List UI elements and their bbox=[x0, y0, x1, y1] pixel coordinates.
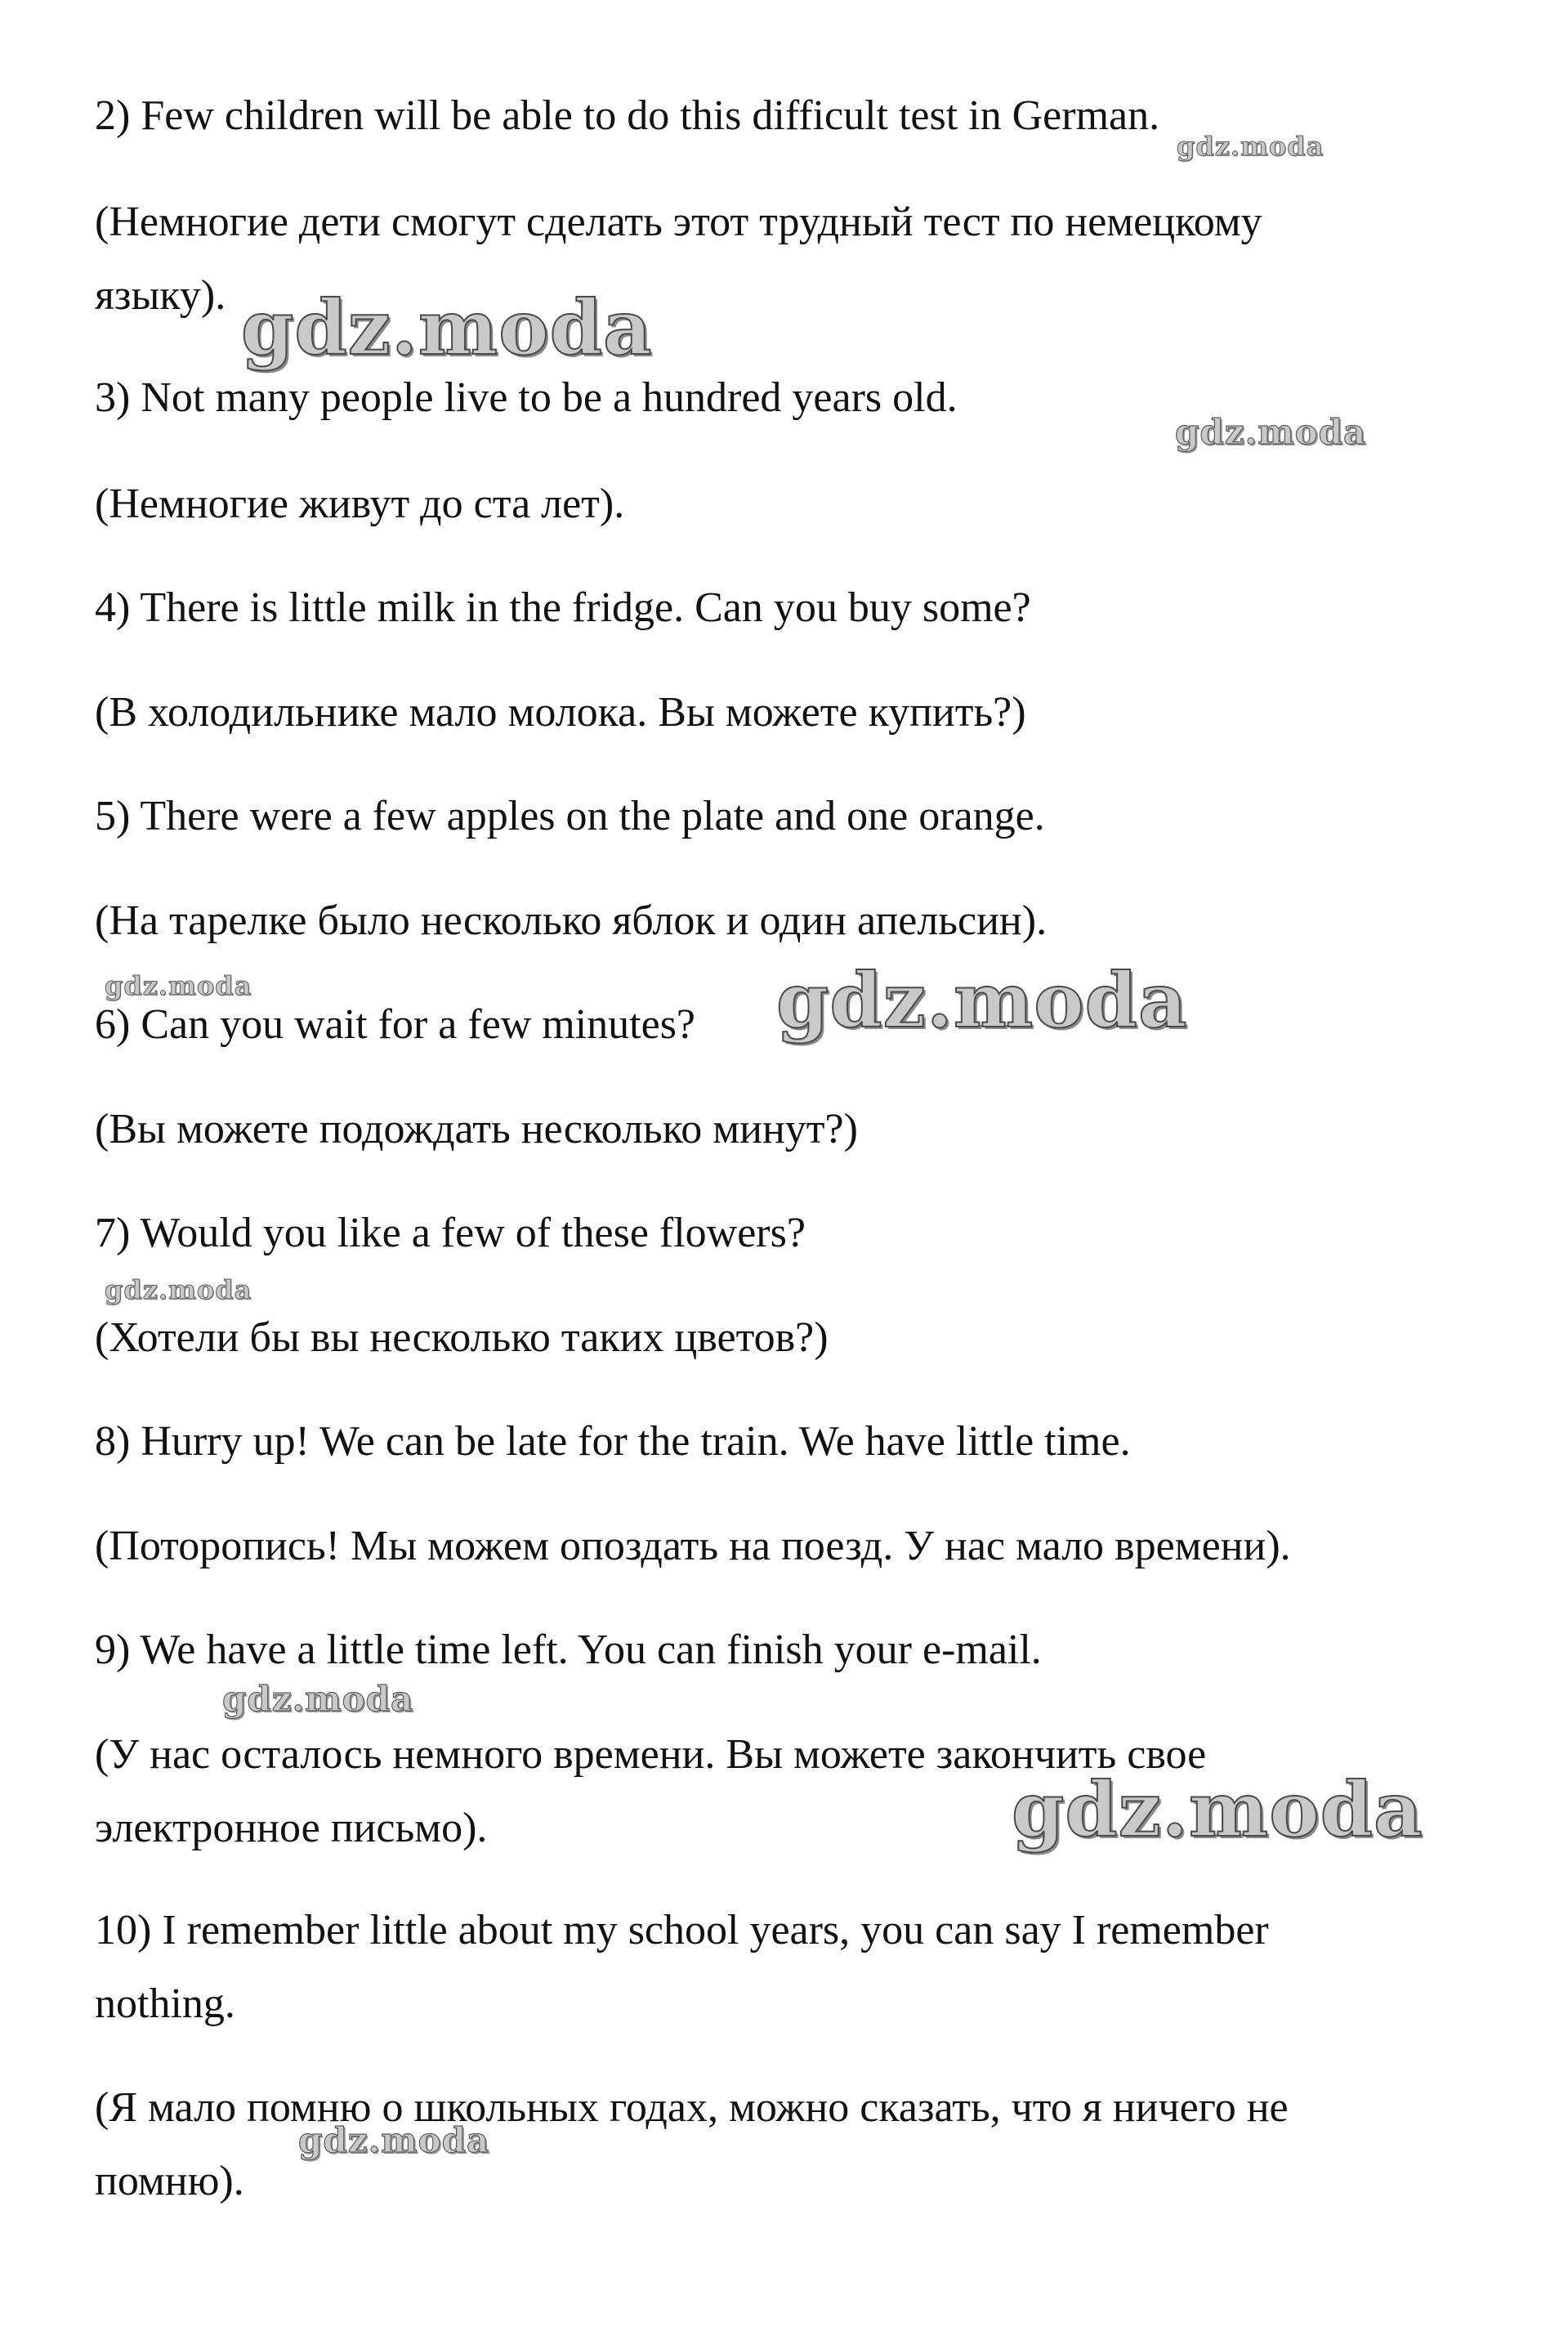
watermark-logo: gdz.moda bbox=[1177, 131, 1325, 162]
sentence-6-russian: (Вы можете подождать несколько минут?) bbox=[95, 1106, 858, 1152]
watermark-logo: gdz.moda bbox=[105, 1274, 252, 1305]
sentence-6-english: 6) Can you wait for a few minutes? bbox=[95, 1001, 696, 1048]
watermark-logo: gdz.moda bbox=[222, 1679, 414, 1719]
sentence-8-english: 8) Hurry up! We can be late for the train. We have little time. bbox=[95, 1418, 1131, 1465]
sentence-2-english: 2) Few children will be able to do this difficult test in German. bbox=[95, 92, 1160, 139]
watermark-logo: gdz.moda bbox=[241, 284, 653, 372]
sentence-10-english-line-1: 10) I remember little about my school years, you can say I remember bbox=[95, 1907, 1269, 1953]
sentence-9-russian-line-2: электронное письмо). bbox=[95, 1805, 488, 1851]
sentence-8-russian: (Поторопись! Мы можем опоздать на поезд. У нас мало времени). bbox=[95, 1523, 1291, 1569]
sentence-7-english: 7) Would you like a few of these flowers? bbox=[95, 1210, 806, 1256]
sentence-3-russian: (Немногие живут до ста лет). bbox=[95, 481, 625, 527]
watermark-logo: gdz.moda bbox=[776, 956, 1188, 1045]
sentence-4-russian: (В холодильнике мало молока. Вы можете купить?) bbox=[95, 689, 1026, 736]
watermark-logo: gdz.moda bbox=[1012, 1765, 1423, 1854]
watermark-logo: gdz.moda bbox=[105, 970, 252, 1001]
sentence-10-russian-line-1: (Я мало помню о школьных годах, можно сказать, что я ничего не bbox=[95, 2084, 1289, 2131]
sentence-9-russian-line-1: (У нас осталось немного времени. Вы можете закончить свое bbox=[95, 1731, 1207, 1778]
sentence-10-russian-line-2: помню). bbox=[95, 2158, 244, 2204]
sentence-4-english: 4) There is little milk in the fridge. Can you buy some? bbox=[95, 584, 1031, 631]
sentence-5-english: 5) There were a few apples on the plate and one orange. bbox=[95, 793, 1045, 839]
sentence-7-russian: (Хотели бы вы несколько таких цветов?) bbox=[95, 1314, 829, 1361]
watermark-logo: gdz.moda bbox=[298, 2120, 490, 2160]
sentence-5-russian: (На тарелке было несколько яблок и один апельсин). bbox=[95, 897, 1048, 944]
sentence-2-russian-line-2: языку). bbox=[95, 272, 226, 319]
sentence-9-english: 9) We have a little time left. You can finish your e-mail. bbox=[95, 1627, 1042, 1673]
sentence-10-english-line-2: nothing. bbox=[95, 1980, 235, 2027]
sentence-2-russian-line-1: (Немногие дети смогут сделать этот трудный тест по немецкому bbox=[95, 199, 1262, 245]
sentence-3-english: 3) Not many people live to be a hundred years old. bbox=[95, 374, 958, 421]
watermark-logo: gdz.moda bbox=[1175, 412, 1367, 452]
